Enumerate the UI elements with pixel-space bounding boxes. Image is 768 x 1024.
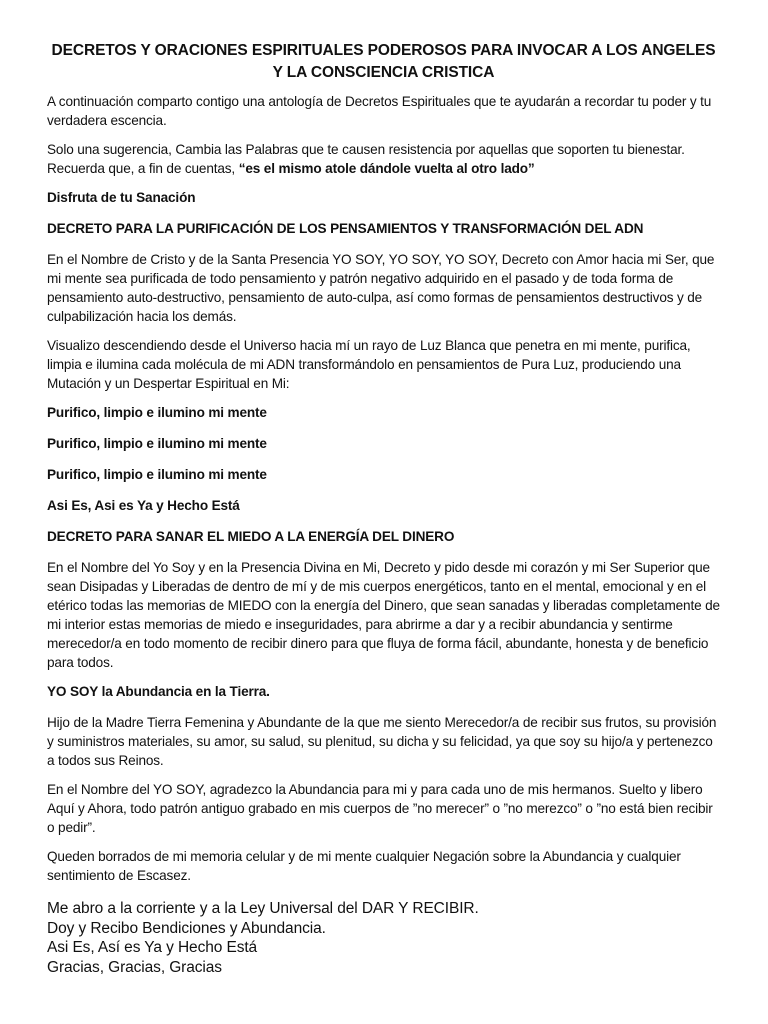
decree2-paragraph-2: Hijo de la Madre Tierra Femenina y Abundante de la que me siento Merecedor/a de recibir sus frutos, su provisión y suministros materiales, su amor, su salud, su plenitud, su dicha y su felicidad, ya que soy su hijo/a y pertenezco a todos sus Reinos. xyxy=(47,715,717,768)
decree2-paragraph-1: En el Nombre del Yo Soy y en la Presencia Divina en Mi, Decreto y pido desde mi corazón y mi Ser Superior que sean Disipadas y Liberadas de dentro de mí y de mis cuerpos energéticos, tanto en el mental, emocional y en el etérico todas las memorias de MIEDO con la energía del Dinero, que sean sanadas y liberadas completamente de mi interior estas memorias de miedo e inseguridades, para abrirme a dar y a recibir abundancia y sentirme merecedor/a en todo momento de recibir dinero para que fluya de forma fácil, abundante, honesta y de beneficio para todos. xyxy=(47,560,720,670)
decree2-heading: DECRETO PARA SANAR EL MIEDO A LA ENERGÍA DEL DINERO xyxy=(47,529,455,544)
enjoy-line: Disfruta de tu Sanación xyxy=(47,190,196,205)
decree2-closing-block xyxy=(47,899,720,977)
intro-paragraph: A continuación comparto contigo una antología de Decretos Espirituales que te ayudarán a recordar tu poder y tu verdadera escencia. xyxy=(47,94,712,128)
decree2-affirmation: YO SOY la Abundancia en la Tierra. xyxy=(47,684,270,699)
document-title: DECRETOS Y ORACIONES ESPIRITUALES PODEROSOS PARA INVOCAR A LOS ANGELES Y LA CONSCIENCIA CRISTICA xyxy=(51,42,716,81)
decree1-affirmation-3: Purifico, limpio e ilumino mi mente xyxy=(47,467,267,482)
decree1-closing: Asi Es, Asi es Ya y Hecho Está xyxy=(47,498,240,513)
decree1-paragraph-2: Visualizo descendiendo desde el Universo hacia mí un rayo de Luz Blanca que penetra en mi mente, purifica, limpia e ilumina cada molécula de mi ADN transformándolo en pensamientos de Pura Luz, produciendo una Mutación y un Despertar Espiritual en Mi: xyxy=(47,338,691,391)
decree1-affirmation-2: Purifico, limpio e ilumino mi mente xyxy=(47,436,267,451)
decree2-paragraph-3: En el Nombre del YO SOY, agradezco la Abundancia para mi y para cada uno de mis hermanos. Suelto y libero Aquí y Ahora, todo patrón antiguo grabado en mis cuerpos de ”no merecer” o ”no merezco” o ”no está bien recibir o pedir”. xyxy=(47,782,713,835)
closing-line-2: Doy y Recibo Bendiciones y Abundancia. xyxy=(47,919,326,937)
suggestion-text: Solo una sugerencia, Cambia las Palabras que te causen resistencia por aquellas que soporten tu bienestar. Recuerda que, a fin de cuentas, xyxy=(47,142,685,176)
decree1-paragraph-1: En el Nombre de Cristo y de la Santa Presencia YO SOY, YO SOY, YO SOY, Decreto con Amor hacia mi Ser, que mi mente sea purificada de todo pensamiento y patrón negativo adquirido en el pasado y de toda forma de pensamiento auto-destructivo, pensamiento de auto-culpa, así como formas de pensamientos destructivos y de culpabilización hacia los demás. xyxy=(47,252,715,324)
closing-line-3: Asi Es, Así es Ya y Hecho Está xyxy=(47,939,258,956)
closing-line-1: Me abro a la corriente y a la Ley Universal del DAR Y RECIBIR. xyxy=(47,900,479,917)
decree2-paragraph-4: Queden borrados de mi memoria celular y de mi mente cualquier Negación sobre la Abundancia y cualquier sentimiento de Escasez. xyxy=(47,849,681,883)
suggestion-quote: “es el mismo atole dándole vuelta al otro lado” xyxy=(238,161,535,176)
decree1-heading: DECRETO PARA LA PURIFICACIÓN DE LOS PENSAMIENTOS Y TRANSFORMACIÓN DEL ADN xyxy=(47,221,644,236)
suggestion-paragraph xyxy=(47,140,720,178)
decree1-affirmation-1: Purifico, limpio e ilumino mi mente xyxy=(47,405,267,420)
closing-line-4: Gracias, Gracias, Gracias xyxy=(47,958,222,976)
